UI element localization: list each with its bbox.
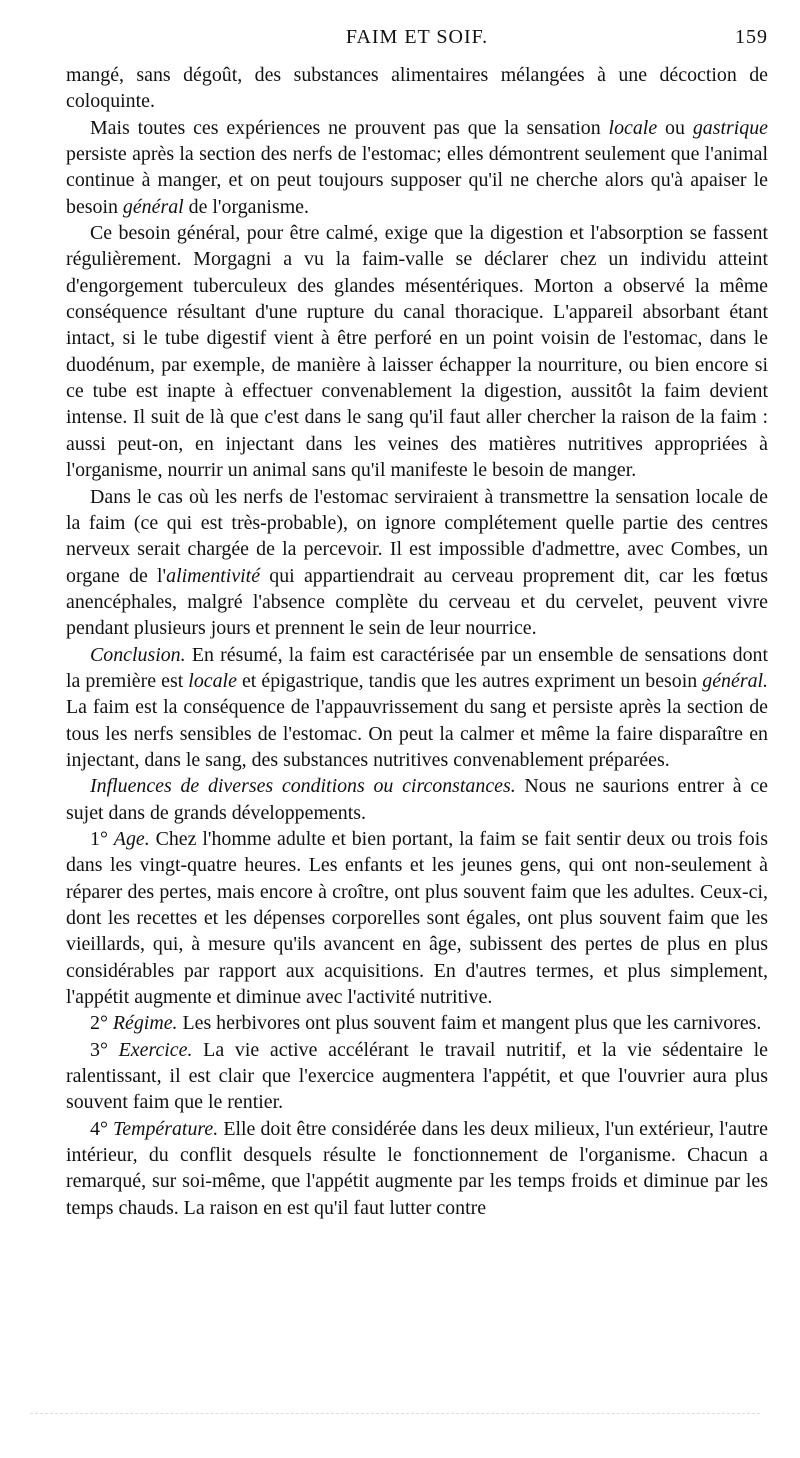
text-run: Nous ne saurions entrer à ce sujet dans de grands développements.: [66, 775, 768, 824]
paragraph-p6: [66, 773, 768, 826]
paragraph-p5: [66, 642, 768, 774]
text-run: qui appartiendrait au cerveau proprement dit, car les fœtus anencéphales, malgré l'absence complète du cerveau et du cervelet, peuvent vivre pendant plusieurs jours et prennent le sein de leur nourrice.: [66, 564, 768, 640]
text-run: Dans le cas où les nerfs de l'estomac serviraient à transmettre la sensation locale de la faim (ce qui est très-probable), on ignore complétement quelle partie des centres nerveux serait chargée de la percevoir. Il est impossible d'admettre, avec Combes, un organe de l': [66, 485, 768, 587]
italic-text-run: Influences de diverses conditions ou circonstances.: [90, 775, 516, 798]
bottom-edge-rule: [30, 1413, 760, 1414]
italic-text-run: général: [122, 195, 184, 218]
italic-text-run: Exercice.: [118, 1038, 193, 1061]
page-body: [66, 62, 768, 1221]
italic-text-run: Température.: [113, 1117, 219, 1140]
italic-text-run: locale: [608, 116, 658, 139]
text-run: persiste après la section des nerfs de l'estomac; elles démontrent seulement que l'animal continue à manger, et on peut toujours supposer qu'il ne cherche alors qu'à apaiser le besoin: [66, 143, 768, 218]
paragraph-p7: [66, 826, 768, 1010]
text-run: Ce besoin général, pour être calmé, exige que la digestion et l'absorption se fassent régulièrement. Morgagni a vu la faim-valle se déclarer chez un individu atteint d'engorgement tuberculeux des glandes mésentériques. Morton a observé la même conséquence résultant d'une rupture du canal thoracique. L'appareil absorbant étant intact, si le tube digestif vient à être perforé en un point voisin de l'estomac, dans le duodénum, par exemple, de manière à laisser échapper la nourriture, ou bien encore si ce tube est inapte à effectuer convenablement la digestion, aussitôt la faim devient intense. Il suit de là que c'est dans le sang qu'il faut aller chercher la raison de la faim : aussi peut-on, en injectant dans les veines des matières nutritives appropriées à l'organisme, nourrir un animal sans qu'il manifeste le besoin de manger.: [66, 222, 768, 482]
running-header: [66, 26, 768, 56]
italic-text-run: locale: [188, 669, 237, 692]
running-title: FAIM ET SOIF.: [345, 26, 489, 48]
text-run: La vie active accélérant le travail nutritif, et la vie sédentaire le ralentissant, il est clair que l'exercice augmentera l'appétit, et que l'ouvrier aura plus souvent faim que le rentier.: [66, 1038, 768, 1114]
paragraph-p9: [66, 1037, 768, 1116]
text-run: Chez l'homme adulte et bien portant, la faim se fait sentir deux ou trois fois dans les vingt-quatre heures. Les enfants et les jeunes gens, qui ont non-seulement à réparer des pertes, mais encore à croître, ont plus souvent faim que les adultes. Ceux-ci, dont les recettes et les dépenses corporelles sont égales, ont plus souvent faim que les vieillards, qui, à mesure qu'ils avancent en âge, subissent des pertes de plus en plus considérables par rapport aux acquisitions. En d'autres termes, et plus simplement, l'appétit augmente et diminue avec l'activité nutritive.: [66, 827, 768, 1009]
paragraph-p1: [66, 62, 768, 115]
paragraph-p2: [66, 115, 768, 220]
text-run: Mais toutes ces expériences ne prouvent pas que la sensation: [90, 116, 609, 139]
paragraph-p4: [66, 484, 768, 642]
text-run: 1°: [90, 827, 114, 850]
text-run: 3°: [90, 1038, 119, 1061]
text-run: 2°: [90, 1012, 113, 1035]
italic-text-run: Régime.: [112, 1012, 178, 1035]
paragraph-p8: [66, 1010, 768, 1036]
text-run: La faim est la conséquence de l'appauvrissement du sang et persiste après la section de tous les nerfs sensibles de l'estomac. On peut la calmer et même la faire disparaître en injectant, dans le sang, des substances nutritives convenablement préparées.: [66, 696, 768, 771]
text-run: de l'organisme.: [183, 195, 309, 218]
text-run: 4°: [90, 1117, 114, 1140]
text-run: En résumé, la faim est caractérisée par un ensemble de sensations dont la première est: [66, 643, 768, 692]
text-run: ou: [657, 116, 693, 139]
text-run: mangé, sans dégoût, des substances alimentaires mélangées à une décoction de coloquinte.: [66, 64, 768, 113]
text-run: Les herbivores ont plus souvent faim et mangent plus que les carnivores.: [177, 1012, 762, 1035]
page-number: 159: [735, 26, 768, 48]
paragraph-p3: [66, 220, 768, 483]
text-run: et épigastrique, tandis que les autres expriment un besoin: [236, 669, 703, 692]
italic-text-run: gastrique: [692, 116, 768, 139]
paragraph-p10: [66, 1116, 768, 1221]
text-run: Elle doit être considérée dans les deux milieux, l'un extérieur, l'autre intérieur, du conflit desquels résulte le fonctionnement de l'organisme. Chacun a remarqué, sur soi-même, que l'appétit augmente par les temps froids et diminue par les temps chauds. La raison en est qu'il faut lutter contre: [66, 1117, 769, 1219]
italic-text-run: Conclusion.: [90, 643, 186, 666]
italic-text-run: alimentivité: [166, 564, 261, 587]
italic-text-run: général.: [702, 669, 769, 692]
italic-text-run: Age.: [113, 827, 150, 850]
